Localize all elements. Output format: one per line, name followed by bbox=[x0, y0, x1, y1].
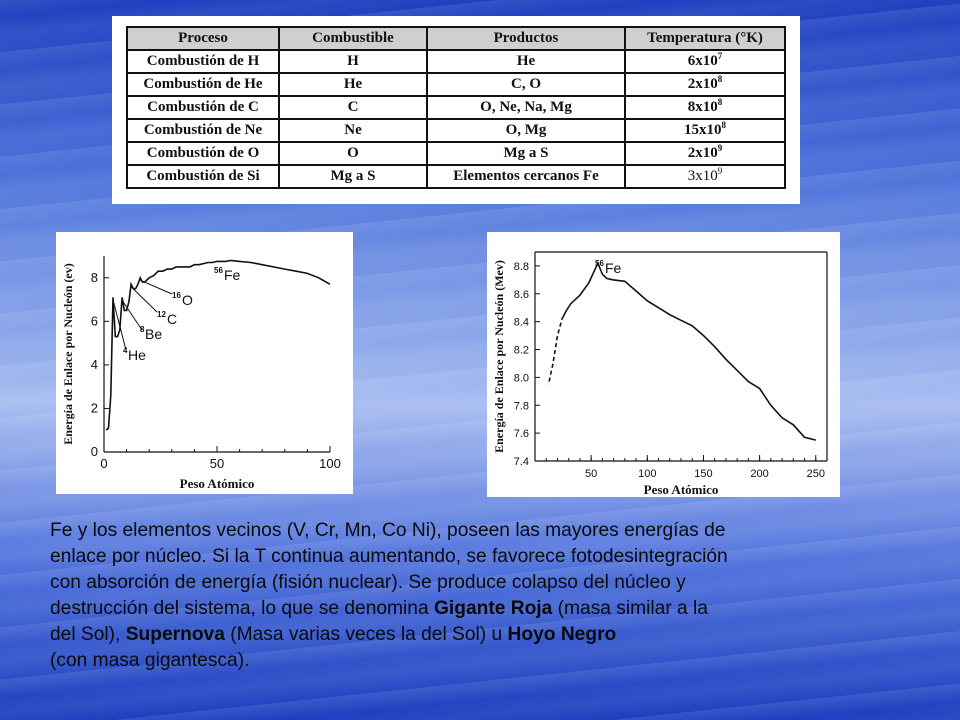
x-tick-label: 100 bbox=[638, 468, 657, 480]
header-combustible: Combustible bbox=[279, 27, 427, 50]
annotation-element: C bbox=[167, 311, 178, 327]
y-tick-label: 8.0 bbox=[513, 372, 529, 385]
term-gigante-roja: Gigante Roja bbox=[433, 598, 553, 619]
cell-temperatura: $3x10^9$ bbox=[625, 165, 785, 188]
cell-productos: O, Mg bbox=[427, 119, 625, 142]
paragraph-line-3: con absorción de energía (fisión nuclear). Se produce colapso del núcleo y bbox=[50, 572, 686, 593]
explanation-paragraph bbox=[50, 518, 910, 674]
table-row bbox=[127, 73, 785, 96]
cell-productos: C, O bbox=[427, 73, 625, 96]
annotation-mass-number: 8 bbox=[140, 325, 145, 334]
table-row bbox=[127, 119, 785, 142]
cell-temperatura: $6x10^7$ bbox=[625, 50, 785, 73]
y-tick-label: 0 bbox=[90, 444, 98, 459]
y-tick-label: 7.6 bbox=[513, 428, 529, 441]
cell-combustible: C bbox=[279, 96, 427, 119]
annotation-leader bbox=[122, 300, 142, 330]
cell-proceso: Combustión de Ne bbox=[127, 119, 279, 142]
cell-proceso: Combustión de C bbox=[127, 96, 279, 119]
cell-proceso: Combustión de He bbox=[127, 73, 279, 96]
x-tick-label: 150 bbox=[694, 468, 713, 480]
cell-combustible: Mg a S bbox=[279, 165, 427, 188]
cell-combustible: O bbox=[279, 142, 427, 165]
y-tick-label: 7.8 bbox=[513, 400, 529, 413]
data-series-line bbox=[106, 260, 330, 430]
process-table bbox=[126, 26, 786, 189]
cell-proceso: Combustión de O bbox=[127, 142, 279, 165]
header-temperatura: Temperatura (°K) bbox=[625, 27, 785, 50]
x-tick-label: 50 bbox=[209, 456, 225, 471]
table-row bbox=[127, 142, 785, 165]
annotation-element: O bbox=[182, 292, 193, 308]
annotation-mass-number: 12 bbox=[157, 310, 166, 319]
y-tick-label: 4 bbox=[90, 356, 98, 372]
annotation-element: He bbox=[128, 347, 146, 363]
chart-svg-ev bbox=[56, 232, 353, 494]
x-axis-title: Peso Atómico bbox=[179, 476, 255, 491]
table-row bbox=[127, 50, 785, 73]
x-tick-label: 50 bbox=[585, 468, 598, 480]
y-tick-label: 8.2 bbox=[513, 344, 529, 357]
y-axis-title: Energía de Enlace por Nucleón (Mev) bbox=[492, 260, 506, 453]
y-tick-label: 8 bbox=[90, 269, 98, 285]
annotation-mass-number: 56 bbox=[214, 266, 223, 275]
cell-combustible: He bbox=[279, 73, 427, 96]
binding-energy-chart-mev bbox=[487, 232, 840, 497]
y-tick-label: 6 bbox=[90, 313, 98, 329]
cell-temperatura: $2x10^8$ bbox=[625, 73, 785, 96]
cell-temperatura: $2x10^9$ bbox=[625, 142, 785, 165]
cell-proceso: Combustión de H bbox=[127, 50, 279, 73]
paragraph-line-4: destrucción del sistema, lo que se denomina Gigante Roja (masa similar a la bbox=[50, 598, 708, 619]
process-table-panel bbox=[112, 16, 800, 204]
annotation-element: Fe bbox=[224, 267, 241, 283]
annotation-leader bbox=[140, 280, 172, 294]
paragraph-line-6: (con masa gigantesca). bbox=[50, 650, 250, 671]
x-tick-label: 200 bbox=[750, 468, 769, 480]
y-tick-label: 2 bbox=[90, 400, 98, 416]
header-productos: Productos bbox=[427, 27, 625, 50]
header-proceso: Proceso bbox=[127, 27, 279, 50]
cell-productos: Mg a S bbox=[427, 142, 625, 165]
annotation-leader bbox=[131, 287, 157, 312]
chart-svg-mev bbox=[487, 232, 840, 497]
y-tick-label: 7.4 bbox=[513, 456, 529, 468]
x-tick-label: 0 bbox=[100, 456, 108, 471]
cell-combustible: Ne bbox=[279, 119, 427, 142]
cell-productos: Elementos cercanos Fe bbox=[427, 165, 625, 188]
paragraph-line-5: del Sol), Supernova (Masa varias veces la del Sol) u Hoyo Negro bbox=[50, 624, 617, 645]
cell-proceso: Combustión de Si bbox=[127, 165, 279, 188]
x-tick-label: 100 bbox=[319, 456, 341, 471]
binding-energy-chart-ev bbox=[56, 232, 353, 494]
table-header-row bbox=[127, 27, 785, 50]
table-row bbox=[127, 165, 785, 188]
y-tick-label: 8.8 bbox=[513, 260, 529, 273]
annotation-mass-number: 16 bbox=[172, 291, 181, 300]
annotation-element: Fe bbox=[605, 260, 622, 276]
term-hoyo-negro: Hoyo Negro bbox=[507, 624, 617, 645]
paragraph-line-1: Fe y los elementos vecinos (V, Cr, Mn, Co Ni), poseen las mayores energías de bbox=[50, 520, 726, 541]
annotation-mass-number: 4 bbox=[123, 346, 128, 355]
y-tick-label: 8.6 bbox=[513, 288, 529, 301]
paragraph-line-2: enlace por núcleo. Si la T continua aumentando, se favorece fotodesintegración bbox=[50, 546, 728, 567]
data-series-line bbox=[549, 263, 816, 440]
y-tick-label: 8.4 bbox=[513, 316, 529, 329]
cell-productos: O, Ne, Na, Mg bbox=[427, 96, 625, 119]
x-tick-label: 250 bbox=[806, 468, 825, 480]
term-supernova: Supernova bbox=[125, 624, 225, 645]
cell-productos: He bbox=[427, 50, 625, 73]
annotation-element: Be bbox=[145, 326, 163, 342]
cell-combustible: H bbox=[279, 50, 427, 73]
table-row bbox=[127, 96, 785, 119]
cell-temperatura: $8x10^8$ bbox=[625, 96, 785, 119]
annotation-mass-number: 56 bbox=[595, 259, 604, 268]
y-axis-title: Energía de Enlace por Nucleón (ev) bbox=[61, 263, 75, 445]
x-axis-title: Peso Atómico bbox=[643, 482, 719, 497]
cell-temperatura: $15x10^8$ bbox=[625, 119, 785, 142]
